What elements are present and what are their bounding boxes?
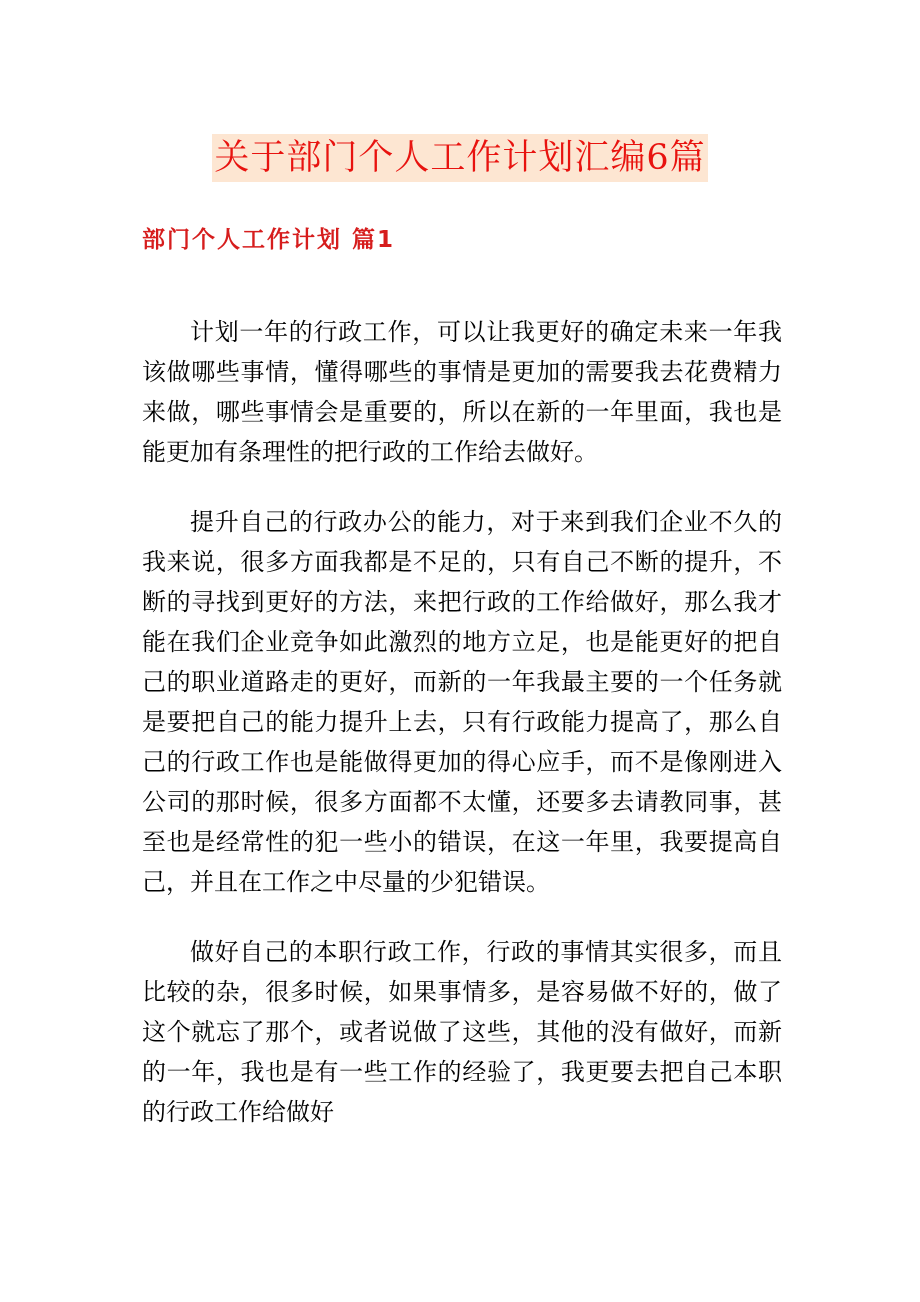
section-heading: 部门个人工作计划 篇1 (142, 227, 396, 253)
title-container (0, 134, 920, 182)
paragraph-2: 提升自己的行政办公的能力，对于来到我们企业不久的我来说，很多方面我都是不足的，只有自己不断的提升，不断的寻找到更好的方法，来把行政的工作给做好，那么我才能在我们企业竞争如此激烈的地方立足，也是能更好的把自己的职业道路走的更好，而新的一年我最主要的一个任务就是要把自己的能力提升上去，只有行政能力提高了，那么自己的行政工作也是能做得更加的得心应手，而不是像刚进入公司的那时候，很多方面都不太懂，还要多去请教同事，甚至也是经常性的犯一些小的错误，在这一年里，我要提高自己，并且在工作之中尽量的少犯错误。 (142, 508, 782, 896)
paragraph-3: 做好自己的本职行政工作，行政的事情其实很多，而且比较的杂，很多时候，如果事情多，是容易做不好的，做了这个就忘了那个，或者说做了这些，其他的没有做好，而新的一年，我也是有一些工作的经验了，我更要去把自己本职的行政工作给做好 (142, 938, 782, 1126)
document-title: 关于部门个人工作计划汇编6篇 (212, 134, 707, 182)
body-text (142, 312, 782, 1162)
paragraph-1: 计划一年的行政工作，可以让我更好的确定未来一年我该做哪些事情，懂得哪些的事情是更加的需要我去花费精力来做，哪些事情会是重要的，所以在新的一年里面，我也是能更加有条理性的把行政的工作给去做好。 (142, 318, 782, 466)
